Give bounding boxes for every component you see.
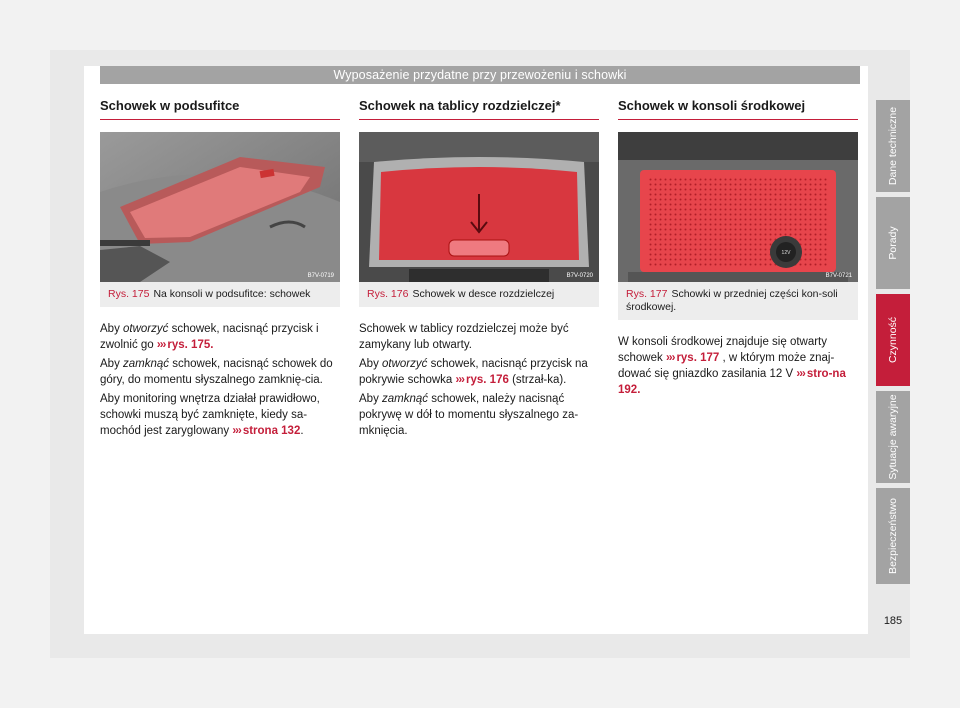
tab-czynnosc[interactable]: Czynność bbox=[876, 294, 910, 386]
link-arrow: ››› bbox=[665, 352, 675, 364]
figure-code: B7V-0719 bbox=[307, 273, 334, 279]
column-dashboard-storage bbox=[359, 98, 599, 442]
link-arrow: ››› bbox=[156, 339, 166, 351]
section-title: Schowek w konsoli środkowej bbox=[618, 98, 858, 120]
paragraph: Aby zamknąć schowek, nacisnąć schowek do góry, do momentu słyszalnego zamknię-cia. bbox=[100, 358, 333, 386]
figure-dashboard-glovebox bbox=[359, 132, 599, 282]
link-arrow: ››› bbox=[455, 374, 465, 386]
figure-caption bbox=[359, 282, 599, 307]
figure-code: B7V-0721 bbox=[825, 273, 852, 279]
paragraph: Schowek w tablicy rozdzielczej może być zamykany lub otwarty. bbox=[359, 323, 569, 351]
column-overhead-storage bbox=[100, 98, 340, 442]
figure-center-console bbox=[618, 132, 858, 282]
page-link[interactable]: stro-na 192 bbox=[618, 368, 846, 396]
glovebox-illustration bbox=[359, 132, 599, 282]
paragraph: Aby monitoring wnętrza działał prawidłowo, schowki muszą być zamknięte, kiedy sa-mochód jest zaryglowany ››› strona 132. bbox=[100, 393, 320, 437]
caption-ref: Rys. 176 bbox=[367, 288, 409, 300]
link-arrow: ››› bbox=[232, 425, 241, 437]
figure-code: B7V-0720 bbox=[566, 273, 593, 279]
caption-ref: Rys. 177 bbox=[626, 288, 668, 300]
column-center-console-storage bbox=[618, 98, 858, 401]
section-title: Schowek na tablicy rozdzielczej* bbox=[359, 98, 599, 120]
tab-porady[interactable]: Porady bbox=[876, 197, 910, 289]
page-link[interactable]: strona 132 bbox=[242, 425, 301, 437]
link-arrow: ››› bbox=[796, 368, 805, 380]
caption-text: Na konsoli w podsufitce: schowek bbox=[153, 288, 311, 300]
caption-text: Schowek w desce rozdzielczej bbox=[412, 288, 555, 300]
page-number: 185 bbox=[883, 615, 903, 627]
body-text bbox=[100, 321, 340, 439]
body-text bbox=[359, 321, 599, 439]
paragraph: Aby zamknąć schowek, należy nacisnąć pokrywę w dół to momentu słyszalnego za-mknięcia. bbox=[359, 393, 579, 437]
tab-sytuacje-awaryjne[interactable]: Sytuacje awaryjne bbox=[876, 391, 910, 483]
figure-link[interactable]: rys. 177 bbox=[676, 352, 720, 364]
body-text bbox=[618, 334, 858, 398]
figure-overhead-console bbox=[100, 132, 340, 282]
caption-ref: Rys. 175 bbox=[108, 288, 150, 300]
figure-caption bbox=[618, 282, 858, 320]
paragraph: Aby otworzyć schowek, nacisnąć przycisk i zwolnić go ››› rys. 175. bbox=[100, 323, 319, 351]
tab-bezpieczenstwo[interactable]: Bezpieczeństwo bbox=[876, 488, 910, 584]
socket-label: 12V bbox=[781, 250, 791, 256]
figure-link[interactable]: rys. 176 bbox=[466, 374, 509, 386]
section-title: Schowek w podsufitce bbox=[100, 98, 340, 120]
paragraph: Aby otworzyć schowek, nacisnąć przycisk na pokrywie schowka ››› rys. 176 (strzał-ka). bbox=[359, 358, 588, 386]
overhead-console-illustration bbox=[100, 132, 340, 282]
paragraph: W konsoli środkowej znajduje się otwarty schowek ››› rys. 177 , w którym może znaj-dować się gniazdko zasilania 12 V ››› stro-na 192. bbox=[618, 336, 846, 396]
tab-dane-techniczne[interactable]: Dane techniczne bbox=[876, 100, 910, 192]
figure-link[interactable]: rys. 175 bbox=[167, 339, 211, 351]
figure-caption bbox=[100, 282, 340, 307]
center-console-illustration bbox=[618, 132, 858, 282]
caption-text: Schowki w przedniej części kon-soli środkowej. bbox=[626, 288, 838, 313]
section-header: Wyposażenie przydatne przy przewożeniu i schowki bbox=[100, 66, 860, 84]
